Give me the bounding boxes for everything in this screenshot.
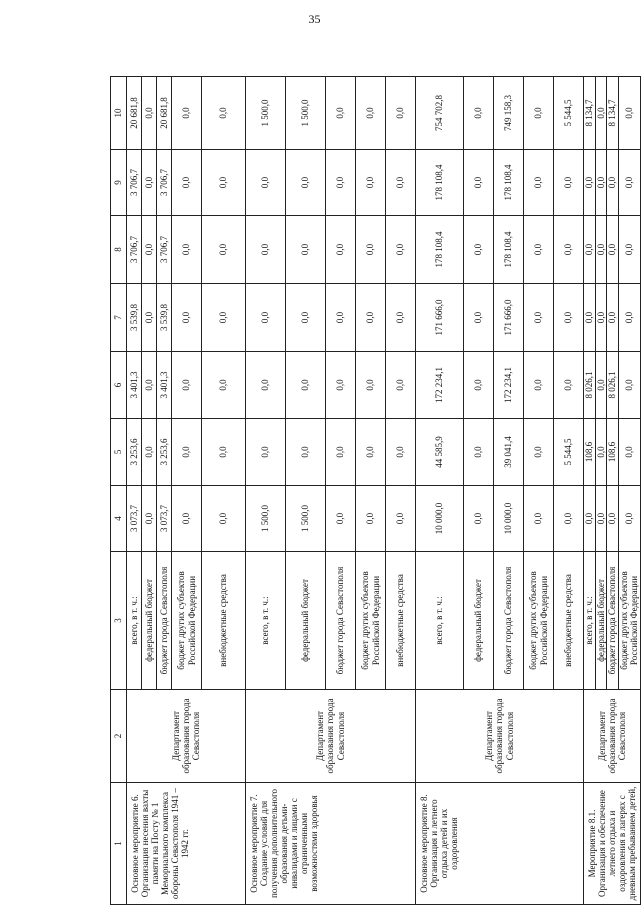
value-cell: 3 706,7	[157, 216, 172, 284]
value-cell: 0,0	[286, 419, 326, 486]
funding-source-cell: бюджет города Севастополя	[326, 552, 356, 690]
value-cell: 0,0	[172, 77, 202, 150]
funding-source-cell: внебюджетные средства	[554, 552, 584, 690]
value-cell: 0,0	[326, 150, 356, 216]
table-row	[246, 77, 286, 905]
value-cell: 0,0	[172, 486, 202, 552]
value-cell: 0,0	[524, 419, 554, 486]
funding-source-cell: всего, в т. ч.:	[127, 552, 142, 690]
value-cell: 0,0	[584, 486, 596, 552]
value-cell: 3 401,3	[157, 352, 172, 419]
activity-name-cell: Основное мероприятие 6. Организация несения вахты памяти на Посту № 1 Мемориального комплекса обороны Севастополя 1941 – 1942 гг.	[127, 783, 246, 905]
value-cell: 0,0	[202, 77, 246, 150]
value-cell: 0,0	[386, 150, 416, 216]
value-cell: 39 041,4	[494, 419, 524, 486]
value-cell: 0,0	[172, 284, 202, 352]
value-cell: 0,0	[584, 150, 596, 216]
value-cell: 0,0	[595, 150, 607, 216]
column-number-row	[111, 77, 127, 905]
funding-source-cell: федеральный бюджет	[286, 552, 326, 690]
col-number: 7	[111, 284, 127, 352]
value-cell: 0,0	[607, 150, 619, 216]
activity-name-cell: Основное мероприятие 8. Организация и летнего отдыха детей и их оздоровления	[416, 783, 584, 905]
value-cell: 1 500,0	[246, 486, 286, 552]
value-cell: 178 108,4	[494, 150, 524, 216]
value-cell: 754 702,8	[416, 77, 464, 150]
value-cell: 0,0	[607, 216, 619, 284]
value-cell: 3 401,3	[127, 352, 142, 419]
funding-source-cell: бюджет города Севастополя	[607, 552, 619, 690]
value-cell: 10 000,0	[416, 486, 464, 552]
activity-name-cell: Основное мероприятие 7. Создание условий для получения дополнительного образования детьми-инвалидами и лицами с ограниченными возможностями здоровья	[246, 783, 416, 905]
col-number: 9	[111, 150, 127, 216]
value-cell: 1 500,0	[286, 77, 326, 150]
value-cell: 0,0	[386, 216, 416, 284]
value-cell: 3 253,6	[127, 419, 142, 486]
value-cell: 10 000,0	[494, 486, 524, 552]
value-cell: 0,0	[464, 77, 494, 150]
value-cell: 0,0	[386, 486, 416, 552]
value-cell: 0,0	[142, 150, 157, 216]
value-cell: 0,0	[464, 284, 494, 352]
col-number: 8	[111, 216, 127, 284]
funding-source-cell: внебюджетные средства	[202, 552, 246, 690]
value-cell: 0,0	[595, 284, 607, 352]
value-cell: 0,0	[524, 150, 554, 216]
value-cell: 3 073,7	[127, 486, 142, 552]
value-cell: 0,0	[595, 419, 607, 486]
value-cell: 0,0	[172, 419, 202, 486]
value-cell: 8 026,1	[584, 352, 596, 419]
value-cell: 0,0	[142, 77, 157, 150]
col-number: 5	[111, 419, 127, 486]
value-cell: 0,0	[202, 150, 246, 216]
value-cell: 0,0	[554, 284, 584, 352]
value-cell: 5 544,5	[554, 77, 584, 150]
value-cell: 1 500,0	[246, 77, 286, 150]
funding-source-cell: бюджет других субъектов Российской Федерации	[356, 552, 386, 690]
value-cell: 0,0	[142, 284, 157, 352]
value-cell: 8 134,7	[584, 77, 596, 150]
value-cell: 3 539,8	[157, 284, 172, 352]
value-cell: 3 253,6	[157, 419, 172, 486]
value-cell: 0,0	[142, 352, 157, 419]
value-cell: 0,0	[286, 284, 326, 352]
value-cell: 20 681,8	[127, 77, 142, 150]
value-cell: 0,0	[584, 284, 596, 352]
funding-source-cell: бюджет города Севастополя	[157, 552, 172, 690]
value-cell: 0,0	[464, 419, 494, 486]
value-cell: 108,6	[607, 419, 619, 486]
value-cell: 0,0	[464, 352, 494, 419]
value-cell: 0,0	[356, 419, 386, 486]
funding-source-cell: бюджет города Севастополя	[494, 552, 524, 690]
value-cell: 0,0	[202, 419, 246, 486]
value-cell: 0,0	[172, 150, 202, 216]
value-cell: 0,0	[142, 216, 157, 284]
table-row	[416, 77, 464, 905]
value-cell: 0,0	[618, 216, 641, 284]
value-cell: 178 108,4	[416, 150, 464, 216]
value-cell: 749 158,3	[494, 77, 524, 150]
funding-source-cell: всего, в т. ч.:	[246, 552, 286, 690]
value-cell: 171 666,0	[494, 284, 524, 352]
value-cell: 0,0	[326, 352, 356, 419]
executor-cell: Департамент образования города Севастополя	[246, 690, 416, 783]
value-cell: 0,0	[607, 486, 619, 552]
value-cell: 0,0	[464, 150, 494, 216]
funding-source-cell: федеральный бюджет	[142, 552, 157, 690]
funding-source-cell: бюджет других субъектов Российской Федерации	[172, 552, 202, 690]
funding-table	[110, 76, 641, 905]
value-cell: 0,0	[618, 419, 641, 486]
activity-name-cell: Мероприятие 8.1. Организация и обеспечение летнего отдыха и оздоровления в лагерях с дневным пребыванием детей,	[584, 783, 641, 905]
value-cell: 0,0	[386, 284, 416, 352]
funding-source-cell: всего, в т. ч.:	[584, 552, 596, 690]
value-cell: 5 544,5	[554, 419, 584, 486]
value-cell: 0,0	[326, 216, 356, 284]
value-cell: 0,0	[554, 352, 584, 419]
value-cell: 0,0	[142, 419, 157, 486]
value-cell: 0,0	[524, 77, 554, 150]
value-cell: 0,0	[246, 284, 286, 352]
value-cell: 8 134,7	[607, 77, 619, 150]
value-cell: 0,0	[524, 352, 554, 419]
value-cell: 0,0	[595, 216, 607, 284]
value-cell: 0,0	[607, 284, 619, 352]
value-cell: 0,0	[524, 284, 554, 352]
value-cell: 3 706,7	[127, 150, 142, 216]
value-cell: 0,0	[356, 216, 386, 284]
value-cell: 0,0	[246, 216, 286, 284]
value-cell: 172 234,1	[494, 352, 524, 419]
value-cell: 0,0	[584, 216, 596, 284]
col-number: 1	[111, 783, 127, 905]
executor-cell: Департамент образования города Севастополя	[584, 690, 641, 783]
value-cell: 0,0	[286, 150, 326, 216]
value-cell: 0,0	[618, 284, 641, 352]
value-cell: 3 706,7	[127, 216, 142, 284]
value-cell: 0,0	[172, 352, 202, 419]
rotated-table-wrapper	[110, 77, 640, 905]
funding-source-cell: федеральный бюджет	[595, 552, 607, 690]
funding-source-cell: бюджет других субъектов Российской Федерации	[524, 552, 554, 690]
value-cell: 0,0	[386, 77, 416, 150]
funding-source-cell: внебюджетные средства	[386, 552, 416, 690]
col-number: 10	[111, 77, 127, 150]
value-cell: 0,0	[286, 352, 326, 419]
table-row	[127, 77, 142, 905]
value-cell: 0,0	[356, 150, 386, 216]
value-cell: 1 500,0	[286, 486, 326, 552]
value-cell: 3 073,7	[157, 486, 172, 552]
value-cell: 0,0	[202, 284, 246, 352]
value-cell: 0,0	[286, 216, 326, 284]
value-cell: 0,0	[202, 486, 246, 552]
col-number: 2	[111, 690, 127, 783]
value-cell: 0,0	[595, 77, 607, 150]
value-cell: 178 108,4	[494, 216, 524, 284]
value-cell: 0,0	[595, 486, 607, 552]
value-cell: 0,0	[595, 352, 607, 419]
value-cell: 0,0	[524, 216, 554, 284]
value-cell: 0,0	[326, 419, 356, 486]
value-cell: 172 234,1	[416, 352, 464, 419]
value-cell: 0,0	[202, 352, 246, 419]
value-cell: 0,0	[554, 150, 584, 216]
funding-source-cell: федеральный бюджет	[464, 552, 494, 690]
col-number: 3	[111, 552, 127, 690]
value-cell: 0,0	[246, 352, 286, 419]
value-cell: 0,0	[356, 284, 386, 352]
funding-source-cell: бюджет других субъектов Российской Федерации	[618, 552, 641, 690]
value-cell: 0,0	[554, 216, 584, 284]
value-cell: 44 585,9	[416, 419, 464, 486]
value-cell: 0,0	[356, 77, 386, 150]
value-cell: 20 681,8	[157, 77, 172, 150]
page-number: 35	[308, 12, 321, 26]
value-cell: 0,0	[524, 486, 554, 552]
executor-cell: Департамент образования города Севастополя	[416, 690, 584, 783]
col-number: 6	[111, 352, 127, 419]
executor-cell: Департамент образования города Севастополя	[127, 690, 246, 783]
value-cell: 8 026,1	[607, 352, 619, 419]
value-cell: 0,0	[386, 352, 416, 419]
value-cell: 0,0	[386, 419, 416, 486]
value-cell: 0,0	[356, 352, 386, 419]
value-cell: 0,0	[618, 352, 641, 419]
value-cell: 108,6	[584, 419, 596, 486]
value-cell: 0,0	[246, 419, 286, 486]
value-cell: 0,0	[326, 77, 356, 150]
table-row	[584, 77, 596, 905]
value-cell: 0,0	[618, 150, 641, 216]
value-cell: 3 706,7	[157, 150, 172, 216]
table-body	[127, 77, 641, 905]
value-cell: 0,0	[464, 216, 494, 284]
value-cell: 0,0	[326, 486, 356, 552]
value-cell: 0,0	[464, 486, 494, 552]
value-cell: 0,0	[356, 486, 386, 552]
value-cell: 0,0	[618, 77, 641, 150]
value-cell: 0,0	[202, 216, 246, 284]
col-number: 4	[111, 486, 127, 552]
value-cell: 0,0	[554, 486, 584, 552]
value-cell: 0,0	[246, 150, 286, 216]
value-cell: 178 108,4	[416, 216, 464, 284]
value-cell: 3 539,8	[127, 284, 142, 352]
value-cell: 0,0	[172, 216, 202, 284]
value-cell: 171 666,0	[416, 284, 464, 352]
value-cell: 0,0	[618, 486, 641, 552]
value-cell: 0,0	[326, 284, 356, 352]
value-cell: 0,0	[142, 486, 157, 552]
funding-source-cell: всего, в т. ч.:	[416, 552, 464, 690]
